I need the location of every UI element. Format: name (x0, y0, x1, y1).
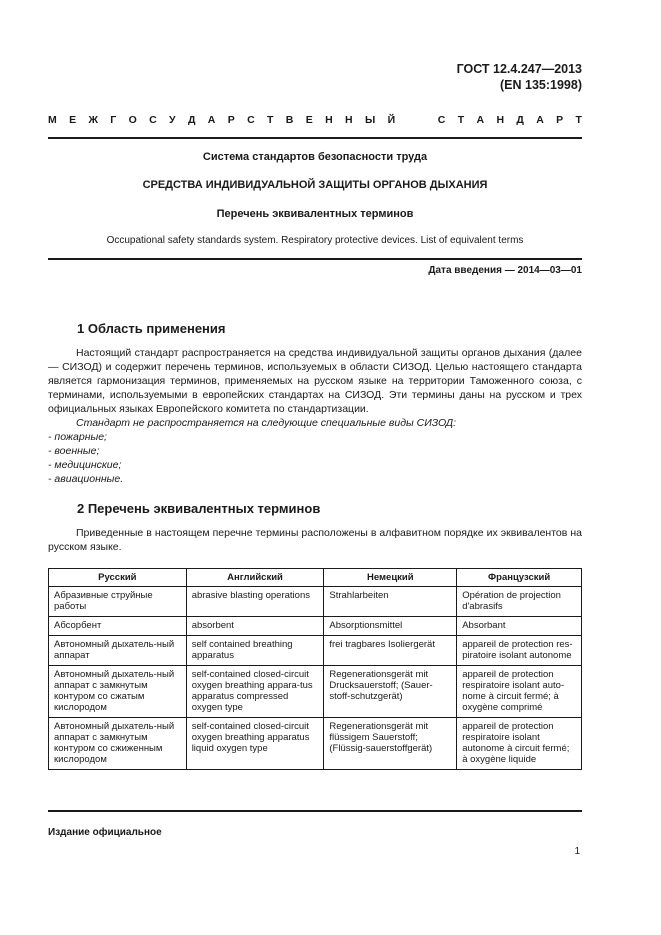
banner-letter: Н (496, 114, 505, 126)
official-edition-label: Издание официальное (48, 827, 162, 838)
table-cell: appareil de protection res-piratoire isolant autonome (457, 636, 582, 666)
banner-letter: С (437, 114, 446, 126)
document-subtitle: Перечень эквивалентных терминов (216, 208, 414, 220)
interstate-standard-banner (48, 114, 582, 126)
table-cell: Абсорбент (49, 617, 187, 636)
table-cell: self contained breathing apparatus (186, 636, 324, 666)
banner-letter: Н (345, 114, 353, 126)
banner-letter: В (285, 114, 294, 126)
banner-letter: Т (575, 114, 582, 126)
column-header-french: Французский (457, 569, 582, 587)
banner-letter: Д (187, 114, 196, 126)
table-row (49, 718, 582, 770)
banner-letter: Й (387, 114, 396, 126)
banner-letter: А (207, 114, 216, 126)
table-cell: appareil de protection respiratoire isolant auto-nome à circuit fermé; à oxygène comprimé (457, 666, 582, 718)
table-cell: Regenerationsgerät mit Drucksauerstoff; (Sauer-stoff-schutzgerät) (324, 666, 457, 718)
banner-letter: С (149, 114, 157, 126)
table-row (49, 636, 582, 666)
table-row (49, 617, 582, 636)
table-cell: Absorbant (457, 617, 582, 636)
introduction-date: Дата введения — 2014—03—01 (428, 265, 582, 276)
table-row (49, 666, 582, 718)
column-header-english: Английский (186, 569, 324, 587)
banner-letter: Е (69, 114, 77, 126)
table-cell: Opération de projection d'abrasifs (457, 587, 582, 617)
section-1-title: 1 Область применения (77, 321, 226, 336)
table-cell: Абразивные струйные работы (49, 587, 187, 617)
document-title: СРЕДСТВА ИНДИВИДУАЛЬНОЙ ЗАЩИТЫ ОРГАНОВ ДЫХАНИЯ (142, 179, 488, 191)
exclusion-item: - пожарные; (48, 431, 107, 443)
banner-letter: Н (325, 114, 333, 126)
banner-letter: Д (516, 114, 524, 126)
section-2-paragraph: Приведенные в настоящем перечне термины расположены в алфавитном порядке их эквивалентов на русском языке. (48, 527, 582, 553)
table-header-row (49, 569, 582, 587)
page-number: 1 (574, 846, 580, 857)
banner-letter: Ж (88, 114, 98, 126)
section-2-body (48, 526, 582, 554)
exclusion-item: - авиационные. (48, 473, 124, 485)
english-title: Occupational safety standards system. Respiratory protective devices. List of equivalent terms (106, 235, 524, 246)
table-row (49, 587, 582, 617)
table-cell: appareil de protection respiratoire isolant autonome à circuit fermé; à oxygène liquide (457, 718, 582, 770)
banner-letter: А (476, 114, 485, 126)
banner-letter: Ы (364, 114, 376, 126)
banner-letter: У (169, 114, 176, 126)
section-1-body (48, 346, 582, 486)
section-1-paragraph: Настоящий стандарт распространяется на средства индивидуальной защиты органов дыхания (далее — СИЗОД) и содержит перечень терминов, используемых в области СИЗОД. Целью настоящего стандарта является гармонизация терминов, применяемых на русском языке на территории Таможенного союза, с терминами, используемыми в европейских стандартах на СИЗОД. Эти термины даны на русском и трех официальных языках Европейского комитета по стандартизации. (48, 347, 582, 415)
footer-rule (48, 810, 582, 812)
table-cell: Regenerationsgerät mit flüssigem Sauerstoff; (Flüssig-sauerstoffgerät) (324, 718, 457, 770)
terms-table (48, 568, 582, 770)
banner-letter: Р (227, 114, 235, 126)
exclusion-item: - военные; (48, 445, 100, 457)
banner-word-gap (407, 114, 425, 126)
banner-letter: Е (305, 114, 313, 126)
title-rule (48, 258, 582, 260)
table-cell: Автономный дыхатель-ный аппарат с замкнутым контуром со сжиженным кислородом (49, 718, 187, 770)
banner-letter: С (247, 114, 255, 126)
banner-letter: Г (110, 114, 117, 126)
standard-number-block (457, 61, 582, 93)
banner-letter: Т (457, 114, 465, 126)
table-cell: absorbent (186, 617, 324, 636)
standard-number: ГОСТ 12.4.247—2013 (456, 62, 582, 76)
table-cell: Автономный дыхатель-ный аппарат (49, 636, 187, 666)
banner-letter: О (128, 114, 137, 126)
system-title: Система стандартов безопасности труда (202, 151, 428, 163)
table-cell: self-contained closed-circuit oxygen breathing appara-tus apparatus compressed oxygen type (186, 666, 324, 718)
exclusion-item: - медицинские; (48, 459, 122, 471)
banner-letter: А (536, 114, 544, 126)
section-2-title: 2 Перечень эквивалентных терминов (77, 501, 321, 516)
column-header-russian: Русский (49, 569, 187, 587)
table-cell: Strahlarbeiten (324, 587, 457, 617)
table-cell: abrasive blasting operations (186, 587, 324, 617)
table-cell: Автономный дыхатель-ный аппарат с замкнутым контуром со сжатым кислородом (49, 666, 187, 718)
column-header-german: Немецкий (324, 569, 457, 587)
header-rule (48, 137, 582, 139)
banner-letter: Т (267, 114, 274, 126)
table-cell: self-contained closed-circuit oxygen breathing apparatus liquid oxygen type (186, 718, 324, 770)
banner-letter: М (48, 114, 57, 126)
table-cell: frei tragbares Isoliergerät (324, 636, 457, 666)
exclusion-intro: Стандарт не распространяется на следующие специальные виды СИЗОД: (76, 417, 457, 429)
banner-letter: Р (556, 114, 564, 126)
en-number: (EN 135:1998) (500, 78, 582, 92)
table-cell: Absorptionsmittel (324, 617, 457, 636)
